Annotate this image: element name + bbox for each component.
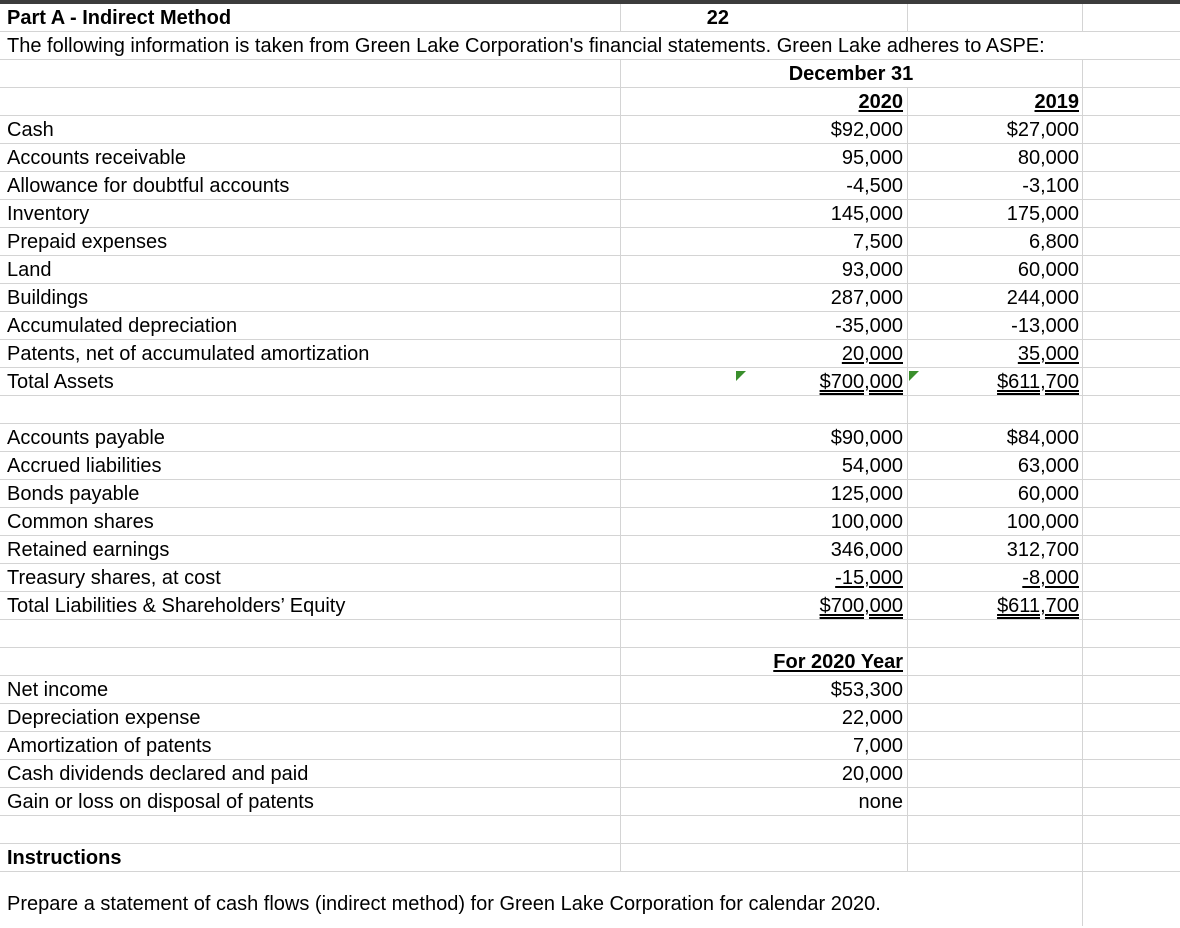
liability-value-2020[interactable]: 346,000 — [830, 539, 903, 561]
liability-value-2019[interactable]: 60,000 — [1017, 483, 1079, 505]
asset-value-2019[interactable]: 175,000 — [1006, 203, 1079, 225]
asset-value-2019[interactable]: 80,000 — [1017, 147, 1079, 169]
year-item-label[interactable]: Depreciation expense — [7, 707, 201, 729]
asset-label[interactable]: Prepaid expenses — [7, 231, 168, 253]
asset-value-2020[interactable]: $92,000 — [830, 119, 903, 141]
asset-label[interactable]: Accounts receivable — [7, 147, 186, 169]
year-header[interactable]: For 2020 Year — [773, 651, 903, 673]
asset-value-2019[interactable]: 244,000 — [1006, 287, 1079, 309]
part-title[interactable]: Part A - Indirect Method — [7, 7, 232, 29]
empty-row[interactable] — [0, 816, 1180, 844]
year-item-row[interactable] — [0, 760, 1180, 788]
liability-value-2019[interactable]: $84,000 — [1006, 427, 1079, 449]
sheet-row[interactable] — [0, 4, 1180, 32]
liability-label[interactable]: Retained earnings — [7, 539, 170, 561]
liability-value-2019[interactable]: 312,700 — [1006, 539, 1079, 561]
assets-section — [0, 116, 1180, 396]
column-header-2019[interactable]: 2019 — [1034, 91, 1079, 113]
asset-row[interactable] — [0, 116, 1180, 144]
asset-label[interactable]: Inventory — [7, 203, 90, 225]
asset-row[interactable] — [0, 256, 1180, 284]
empty-row[interactable] — [0, 620, 1180, 648]
liability-value-2020[interactable]: 100,000 — [830, 511, 903, 533]
asset-value-2020[interactable]: 287,000 — [830, 287, 903, 309]
year-item-row[interactable] — [0, 704, 1180, 732]
liability-row[interactable] — [0, 480, 1180, 508]
empty-row[interactable] — [0, 396, 1180, 424]
liability-value-2020[interactable]: -15,000 — [835, 567, 903, 589]
liability-value-2019[interactable]: 63,000 — [1017, 455, 1079, 477]
liability-total-row[interactable] — [0, 592, 1180, 620]
asset-value-2019[interactable]: -13,000 — [1011, 315, 1079, 337]
year-item-value[interactable]: $53,300 — [830, 679, 903, 701]
error-indicator-icon — [736, 371, 746, 381]
asset-value-2019[interactable]: -3,100 — [1022, 175, 1079, 197]
year-item-label[interactable]: Net income — [7, 679, 109, 701]
asset-row[interactable] — [0, 200, 1180, 228]
error-indicator-icon — [909, 371, 919, 381]
year-item-value[interactable]: 20,000 — [841, 763, 903, 785]
year-item-label[interactable]: Cash dividends declared and paid — [7, 763, 309, 785]
year-item-label[interactable]: Gain or loss on disposal of patents — [7, 791, 314, 813]
total-liabilities-2019[interactable]: $611,700 — [997, 595, 1079, 617]
asset-value-2020[interactable]: -4,500 — [846, 175, 903, 197]
liabilities-section — [0, 424, 1180, 620]
asset-value-2019[interactable]: 35,000 — [1017, 343, 1079, 365]
liability-label[interactable]: Accounts payable — [7, 427, 165, 449]
asset-value-2019[interactable]: 6,800 — [1028, 231, 1079, 253]
year-item-row[interactable] — [0, 732, 1180, 760]
asset-row[interactable] — [0, 144, 1180, 172]
liability-row[interactable] — [0, 564, 1180, 592]
asset-value-2020[interactable]: 7,500 — [852, 231, 903, 253]
sheet-row[interactable] — [0, 872, 1180, 926]
period-label[interactable]: December 31 — [788, 63, 914, 85]
asset-total-row[interactable] — [0, 368, 1180, 396]
liability-value-2020[interactable]: 125,000 — [830, 483, 903, 505]
instructions-text[interactable]: Prepare a statement of cash flows (indirect method) for Green Lake Corporation for calendar 2020. — [7, 893, 881, 915]
liability-label[interactable]: Accrued liabilities — [7, 455, 162, 477]
asset-row[interactable] — [0, 312, 1180, 340]
total-assets-2020[interactable]: $700,000 — [819, 371, 903, 393]
asset-label[interactable]: Buildings — [7, 287, 89, 309]
liability-label[interactable]: Common shares — [7, 511, 154, 533]
liability-value-2019[interactable]: 100,000 — [1006, 511, 1079, 533]
asset-value-2020[interactable]: 95,000 — [841, 147, 903, 169]
liability-row[interactable] — [0, 508, 1180, 536]
asset-label[interactable]: Allowance for doubtful accounts — [7, 175, 290, 197]
year-item-value[interactable]: 22,000 — [841, 707, 903, 729]
asset-label[interactable]: Cash — [7, 119, 54, 141]
liability-value-2020[interactable]: $90,000 — [830, 427, 903, 449]
total-liabilities-label[interactable]: Total Liabilities & Shareholders’ Equity — [7, 595, 346, 617]
asset-value-2020[interactable]: 93,000 — [841, 259, 903, 281]
asset-label[interactable]: Accumulated depreciation — [7, 315, 238, 337]
liability-value-2019[interactable]: -8,000 — [1022, 567, 1079, 589]
liability-value-2020[interactable]: 54,000 — [841, 455, 903, 477]
year-items-section — [0, 676, 1180, 816]
sheet-row[interactable] — [0, 88, 1180, 116]
liability-label[interactable]: Treasury shares, at cost — [7, 567, 221, 589]
liability-row[interactable] — [0, 424, 1180, 452]
sheet-row[interactable] — [0, 60, 1180, 88]
problem-number[interactable]: 22 — [706, 7, 729, 29]
year-item-value[interactable]: 7,000 — [852, 735, 903, 757]
total-assets-label[interactable]: Total Assets — [7, 371, 114, 393]
asset-row[interactable] — [0, 228, 1180, 256]
total-liabilities-2020[interactable]: $700,000 — [819, 595, 903, 617]
asset-label[interactable]: Land — [7, 259, 52, 281]
year-item-row[interactable] — [0, 676, 1180, 704]
sheet-row[interactable] — [0, 32, 1180, 60]
instructions-heading[interactable]: Instructions — [7, 847, 122, 869]
asset-value-2020[interactable]: 20,000 — [841, 343, 903, 365]
intro-text[interactable]: The following information is taken from Green Lake Corporation's financial statements. Green Lake adheres to ASPE: — [7, 35, 1045, 57]
asset-row[interactable] — [0, 172, 1180, 200]
year-item-row[interactable] — [0, 788, 1180, 816]
asset-row[interactable] — [0, 340, 1180, 368]
asset-value-2019[interactable]: $27,000 — [1006, 119, 1079, 141]
column-header-2020[interactable]: 2020 — [858, 91, 903, 113]
liability-row[interactable] — [0, 452, 1180, 480]
liability-row[interactable] — [0, 536, 1180, 564]
asset-value-2020[interactable]: 145,000 — [830, 203, 903, 225]
year-item-label[interactable]: Amortization of patents — [7, 735, 212, 757]
liability-label[interactable]: Bonds payable — [7, 483, 140, 505]
sheet-row[interactable] — [0, 844, 1180, 872]
spreadsheet-grid — [0, 4, 1180, 926]
sheet-row[interactable] — [0, 648, 1180, 676]
asset-label[interactable]: Patents, net of accumulated amortization — [7, 343, 370, 365]
year-item-value[interactable]: none — [858, 791, 903, 813]
asset-row[interactable] — [0, 284, 1180, 312]
asset-value-2019[interactable]: 60,000 — [1017, 259, 1079, 281]
total-assets-2019[interactable]: $611,700 — [997, 371, 1079, 393]
asset-value-2020[interactable]: -35,000 — [835, 315, 903, 337]
